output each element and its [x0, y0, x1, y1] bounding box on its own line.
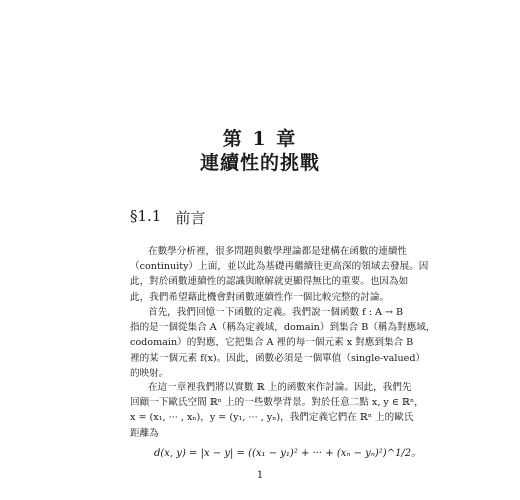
section-number: §1.1 — [130, 207, 162, 225]
page-number: 1 — [256, 470, 264, 481]
paragraph-line: x = (x₁, ··· , xₙ)，y = (y₁, ··· , yₙ)，我們定義它們在 ℝⁿ 上的歐氏 — [130, 412, 414, 424]
chapter-number: 第 1 章 — [222, 128, 298, 150]
paragraph-line: 裡的某一個元素 f(x)。因此，函數必須是一個單值（single-valued） — [130, 352, 426, 364]
paragraph-line: 距離為 — [130, 427, 159, 439]
paragraph-line: 在這一章裡我們將以實數 ℝ 上的函數來作討論。因此，我們先 — [148, 382, 412, 393]
paragraph-line: （continuity）上面，並以此為基礎再繼續往更高深的領域去發展。因 — [130, 261, 429, 273]
paragraph-intro — [130, 244, 429, 305]
paragraph-line: 回顧一下歐氏空間 ℝⁿ 上的一些數學背景。對於任意二點 x, y ∈ ℝⁿ， — [130, 397, 424, 409]
paragraph-line: 此，我們希望藉此機會對函數連續性作一個比較完整的討論。 — [130, 291, 390, 303]
chapter-title: 連續性的挑戰 — [199, 152, 320, 174]
paragraph-line: codomain）的對應，它把集合 A 裡的每一個元素 x 對應到集合 B — [130, 337, 414, 349]
paragraph-line: 指的是一個從集合 A（稱為定義域，domain）到集合 B（稱為對應域， — [130, 322, 436, 334]
paragraph-function-definition — [130, 305, 436, 381]
paragraph-line: 的映射。 — [130, 367, 169, 379]
paragraph-line: 首先，我們回憶一下函數的定義。我們說一個函數 f : A → B — [148, 307, 404, 318]
paragraph-line: 此，對於函數連續性的認識與瞭解就更顯得無比的重要。也因為如 — [130, 276, 409, 288]
section-heading — [130, 207, 205, 228]
distance-formula: d(x, y) = |x − y| = ((x₁ − y₁)² + ··· + (xₙ − yₙ)²)^1/2。 — [154, 448, 422, 459]
section-title: 前言 — [175, 209, 206, 227]
paragraph-euclidean-space — [130, 380, 424, 441]
paragraph-line: 在數學分析裡，很多問題與數學理論都是建構在函數的連續性 — [148, 246, 408, 257]
